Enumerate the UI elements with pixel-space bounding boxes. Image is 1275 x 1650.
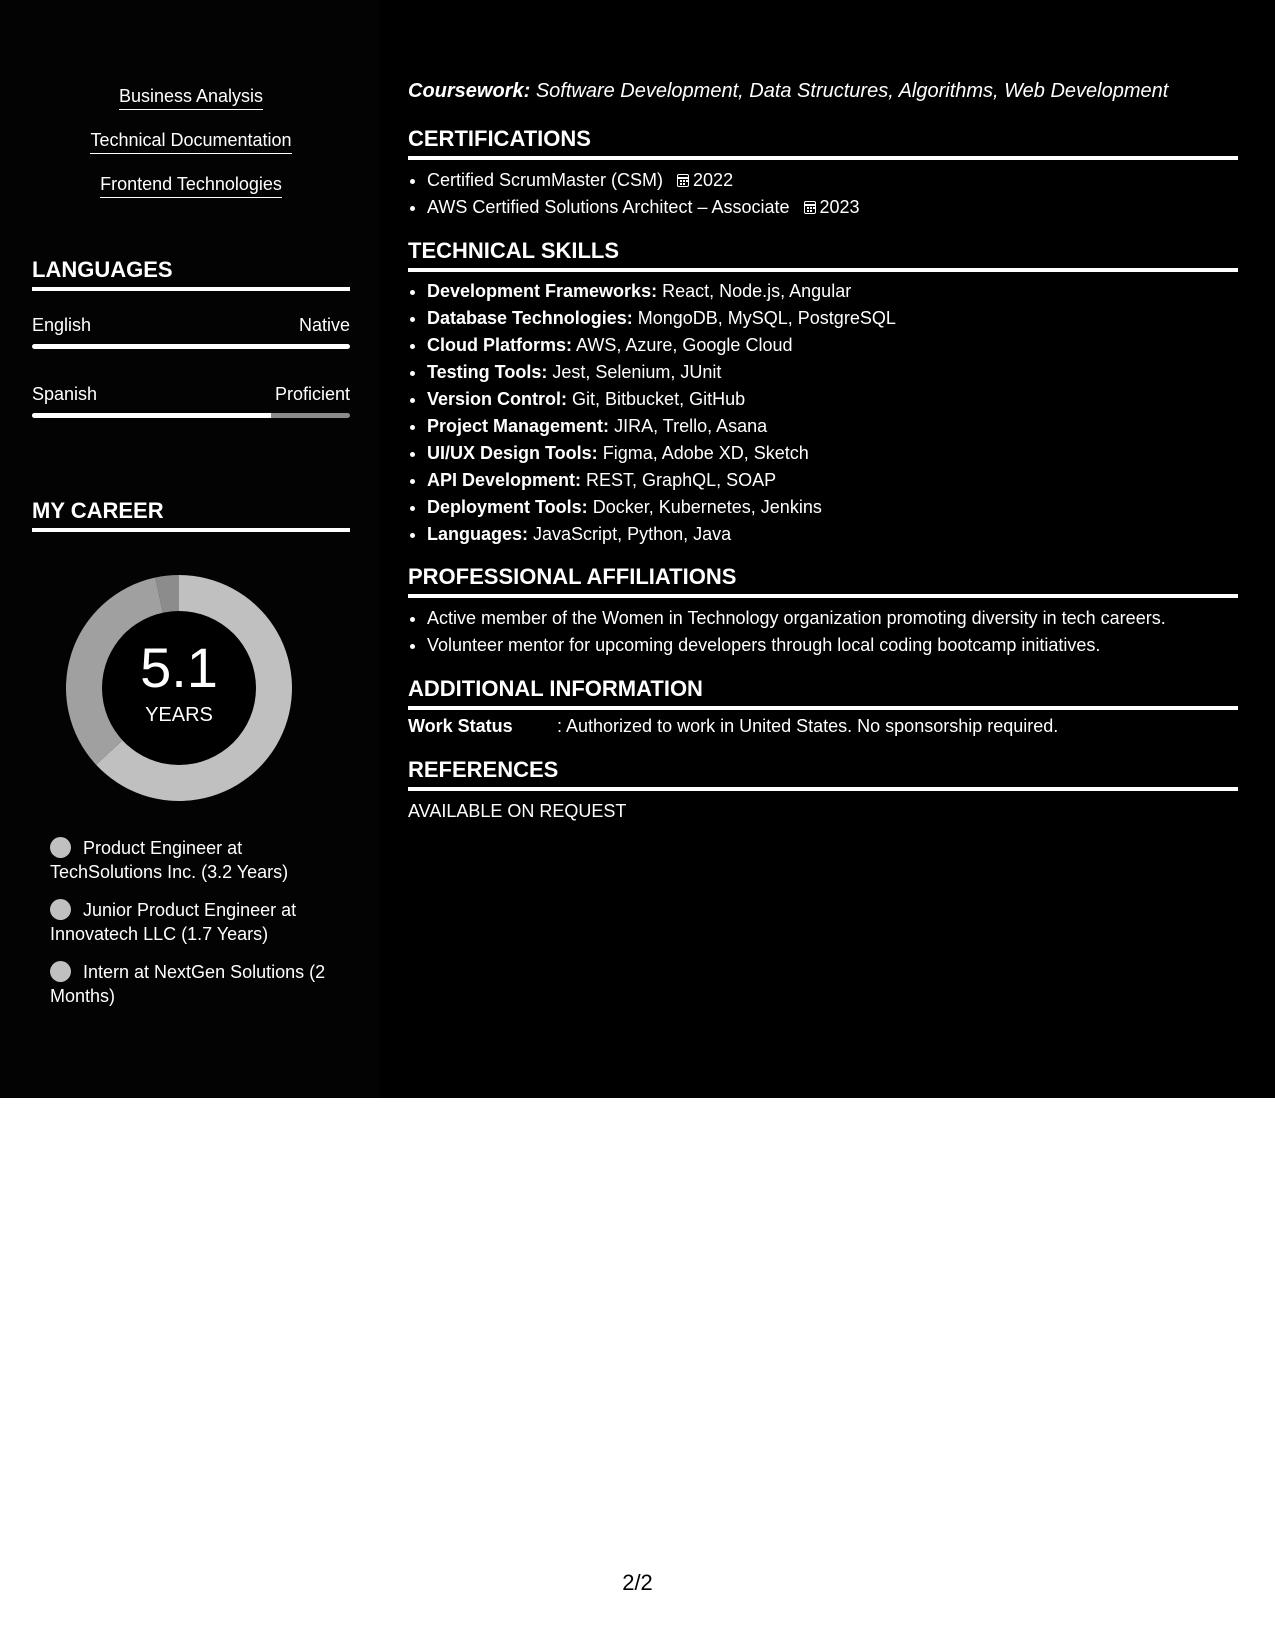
coursework-text: Software Development, Data Structures, Algorithms, Web Development [535,80,1169,102]
career-item-text: Product Engineer at TechSolutions Inc. (3.2 Years) [50,838,289,882]
page-number: 2/2 [622,1570,653,1595]
skill-label: Database Technologies: [427,308,633,328]
skill-item [427,440,896,467]
technical-skills-list [408,278,896,548]
language-level: Proficient [274,384,350,404]
skill-value: Docker, Kubernetes, Jenkins [592,497,822,517]
career-item-text: Junior Product Engineer at Innovatech LLC (1.7 Years) [50,900,297,944]
calendar-icon [804,201,816,214]
references-heading: REFERENCES [408,757,1238,791]
skill-label: Testing Tools: [427,362,548,382]
skill-item [427,494,896,521]
skill-value: React, Node.js, Angular [662,281,852,301]
skill-item [427,467,896,494]
affiliation-item: • Volunteer mentor for upcoming developers through local coding bootcamp initiatives. [427,632,1166,659]
skill-tag: Business Analysis [119,85,263,110]
skill-label: Development Frameworks: [427,281,658,301]
skill-item [427,386,896,413]
language-name: Spanish [32,384,98,404]
languages-heading: LANGUAGES [32,257,350,291]
bullet-dot-icon [50,961,71,982]
skill-label: Deployment Tools: [427,497,588,517]
skill-item [427,278,896,305]
career-heading: MY CAREER [32,498,350,532]
language-row-spanish [32,384,350,405]
skill-value: Git, Bitbucket, GitHub [572,389,746,409]
coursework-line [408,78,1168,104]
coursework-label: Coursework: [408,80,531,102]
language-row-english [32,315,350,336]
skill-value: JavaScript, Python, Java [533,524,732,544]
work-status-row [408,716,1058,737]
skill-value: REST, GraphQL, SOAP [586,470,777,490]
certifications-heading: CERTIFICATIONS [408,126,1238,160]
career-list [50,836,340,1022]
skill-item [427,521,896,548]
career-total: 5.1 [140,636,218,699]
career-item-text: Intern at NextGen Solutions (2 Months) [50,962,326,1006]
certification-name: AWS Certified Solutions Architect – Associate [427,197,790,217]
skill-label: Version Control: [427,389,568,409]
skill-label: Cloud Platforms: [427,335,573,355]
certification-item [427,194,860,221]
certification-year: 2022 [693,170,734,190]
language-bar-english [32,344,350,349]
skill-label: Languages: [427,524,529,544]
language-name: English [32,315,92,335]
references-text: AVAILABLE ON REQUEST [408,801,627,821]
work-status-value: : Authorized to work in United States. No sponsorship required. [557,716,1059,736]
additional-info-heading: ADDITIONAL INFORMATION [408,676,1238,710]
certification-year: 2023 [819,197,860,217]
language-bar-fill [32,413,271,418]
bullet-dot-icon [50,837,71,858]
sidebar-skills [32,85,350,217]
affiliations-heading: PROFESSIONAL AFFILIATIONS [408,564,1238,598]
sidebar [0,0,380,1098]
skill-item [427,413,896,440]
career-unit: YEARS [145,704,213,726]
career-item [50,836,340,884]
skill-tag: Frontend Technologies [100,173,282,198]
skill-label: UI/UX Design Tools: [427,443,598,463]
bullet-dot-icon [50,899,71,920]
certification-name: Certified ScrumMaster (CSM) [427,170,664,190]
language-bar-spanish [32,413,350,418]
calendar-icon [677,174,689,187]
work-status-label: Work Status [408,716,513,736]
certifications-list [408,167,860,221]
skill-value: AWS, Azure, Google Cloud [576,335,793,355]
skill-item [427,359,896,386]
language-level: Native [298,315,350,335]
skill-value: Jest, Selenium, JUnit [552,362,722,382]
technical-skills-heading: TECHNICAL SKILLS [408,238,1238,272]
skill-item [427,332,896,359]
skill-label: Project Management: [427,416,610,436]
career-item [50,960,340,1008]
skill-value: Figma, Adobe XD, Sketch [602,443,809,463]
language-bar-fill [32,344,350,349]
skill-item [427,305,896,332]
certification-item [427,167,860,194]
skill-value: JIRA, Trello, Asana [614,416,768,436]
skill-value: MongoDB, MySQL, PostgreSQL [637,308,896,328]
affiliation-item: • Active member of the Women in Technology organization promoting diversity in tech careers. [427,605,1166,632]
skill-tag: Technical Documentation [90,129,291,154]
career-item [50,898,340,946]
skill-label: API Development: [427,470,582,490]
affiliations-list [408,605,1166,659]
career-donut-chart [66,575,292,801]
